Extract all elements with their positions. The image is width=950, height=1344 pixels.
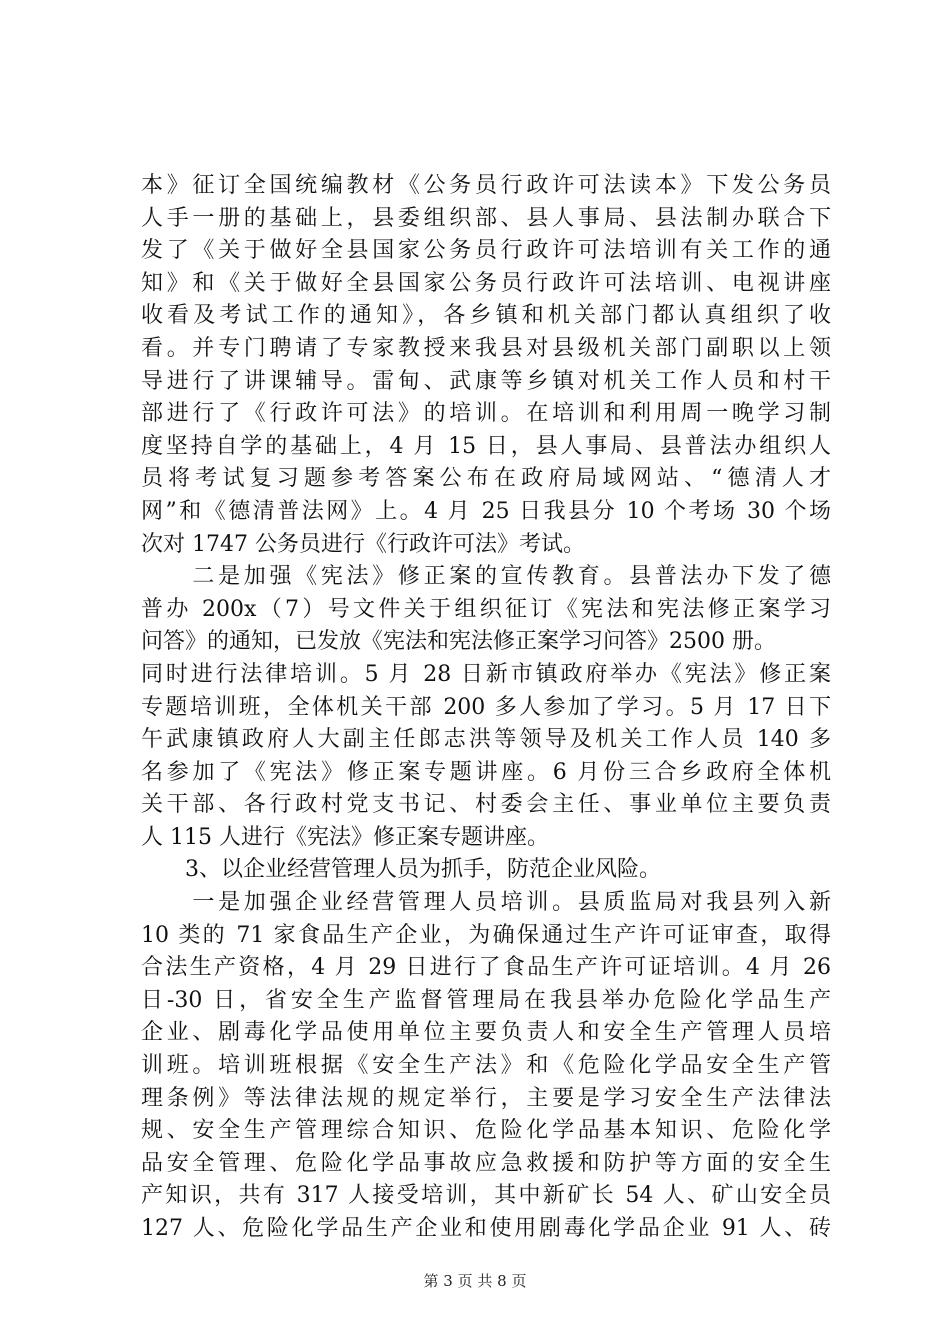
text-line: 训班。培训班根据《安全生产法》和《危险化学品安全生产管	[141, 1053, 831, 1079]
text-line: 10 类的 71 家食品生产企业，为确保通过生产许可证审查，取得	[141, 922, 831, 948]
document-body	[141, 170, 831, 1246]
text-line: 名参加了《宪法》修正案专题讲座。6 月份三合乡政府全体机	[141, 759, 831, 785]
text-line: 导进行了讲课辅导。雷甸、武康等乡镇对机关工作人员和村干	[141, 368, 831, 394]
text-line: 普办 200x（7）号文件关于组织征订《宪法和宪法修正案学习	[141, 596, 831, 622]
text-line: 人 115 人进行《宪法》修正案专题讲座。	[141, 824, 549, 850]
text-line: 企业、剧毒化学品使用单位主要负责人和安全生产管理人员培	[141, 1020, 831, 1046]
text-line: 午武康镇政府人大副主任郎志洪等领导及机关工作人员 140 多	[141, 727, 831, 753]
text-line: 合法生产资格，4 月 29 日进行了食品生产许可证培训。4 月 26	[141, 955, 831, 981]
text-line: 产知识，共有 317 人接受培训，其中新矿长 54 人、矿山安全员	[141, 1183, 831, 1209]
text-line: 品安全管理、危险化学品事故应急救援和防护等方面的安全生	[141, 1150, 831, 1176]
text-line: 看。并专门聘请了专家教授来我县对县级机关部门副职以上领	[141, 335, 831, 361]
text-line: 本》征订全国统编教材《公务员行政许可法读本》下发公务员	[141, 173, 831, 198]
text-line: 规、安全生产管理综合知识、危险化学品基本知识、危险化学	[141, 1118, 831, 1144]
text-line: 发了《关于做好全县国家公务员行政许可法培训有关工作的通	[141, 238, 831, 264]
text-line: 人手一册的基础上，县委组织部、县人事局、县法制办联合下	[141, 205, 831, 231]
text-line: 3、以企业经营管理人员为抓手，防范企业风险。	[141, 857, 661, 883]
text-line: 日-30 日，省安全生产监督管理局在我县举办危险化学品生产	[141, 987, 831, 1013]
text-line: 问答》的通知，已发放《宪法和宪法修正案学习问答》2500 册。	[141, 629, 776, 655]
text-line: 度坚持自学的基础上，4 月 15 日，县人事局、县普法办组织人	[141, 433, 831, 459]
text-line: 同时进行法律培训。5 月 28 日新市镇政府举办《宪法》修正案	[141, 661, 831, 687]
text-line: 理条例》等法律法规的规定举行，主要是学习安全生产法律法	[141, 1085, 831, 1111]
text-line: 关干部、各行政村党支书记、村委会主任、事业单位主要负责	[141, 792, 831, 818]
text-line: 知》和《关于做好全县国家公务员行政许可法培训、电视讲座	[141, 270, 831, 296]
text-line: 一是加强企业经营管理人员培训。县质监局对我县列入新	[141, 890, 831, 916]
text-line: 二是加强《宪法》修正案的宣传教育。县普法办下发了德	[141, 564, 831, 590]
text-line: 部进行了《行政许可法》的培训。在培训和利用周一晚学习制	[141, 401, 831, 427]
text-line: 网”和《德清普法网》上。4 月 25 日我县分 10 个考场 30 个场	[141, 498, 831, 524]
text-line: 127 人、危险化学品生产企业和使用剧毒化学品企业 91 人、砖	[141, 1216, 831, 1241]
text-line: 员将考试复习题参考答案公布在政府局域网站、“德清人才	[141, 466, 831, 492]
text-line: 收看及考试工作的通知》，各乡镇和机关部门都认真组织了收	[141, 303, 831, 329]
page-footer: 第 3 页 共 8 页	[423, 1272, 527, 1290]
text-line: 专题培训班，全体机关干部 200 多人参加了学习。5 月 17 日下	[141, 694, 831, 720]
text-line: 次对 1747 公务员进行《行政许可法》考试。	[141, 531, 585, 557]
